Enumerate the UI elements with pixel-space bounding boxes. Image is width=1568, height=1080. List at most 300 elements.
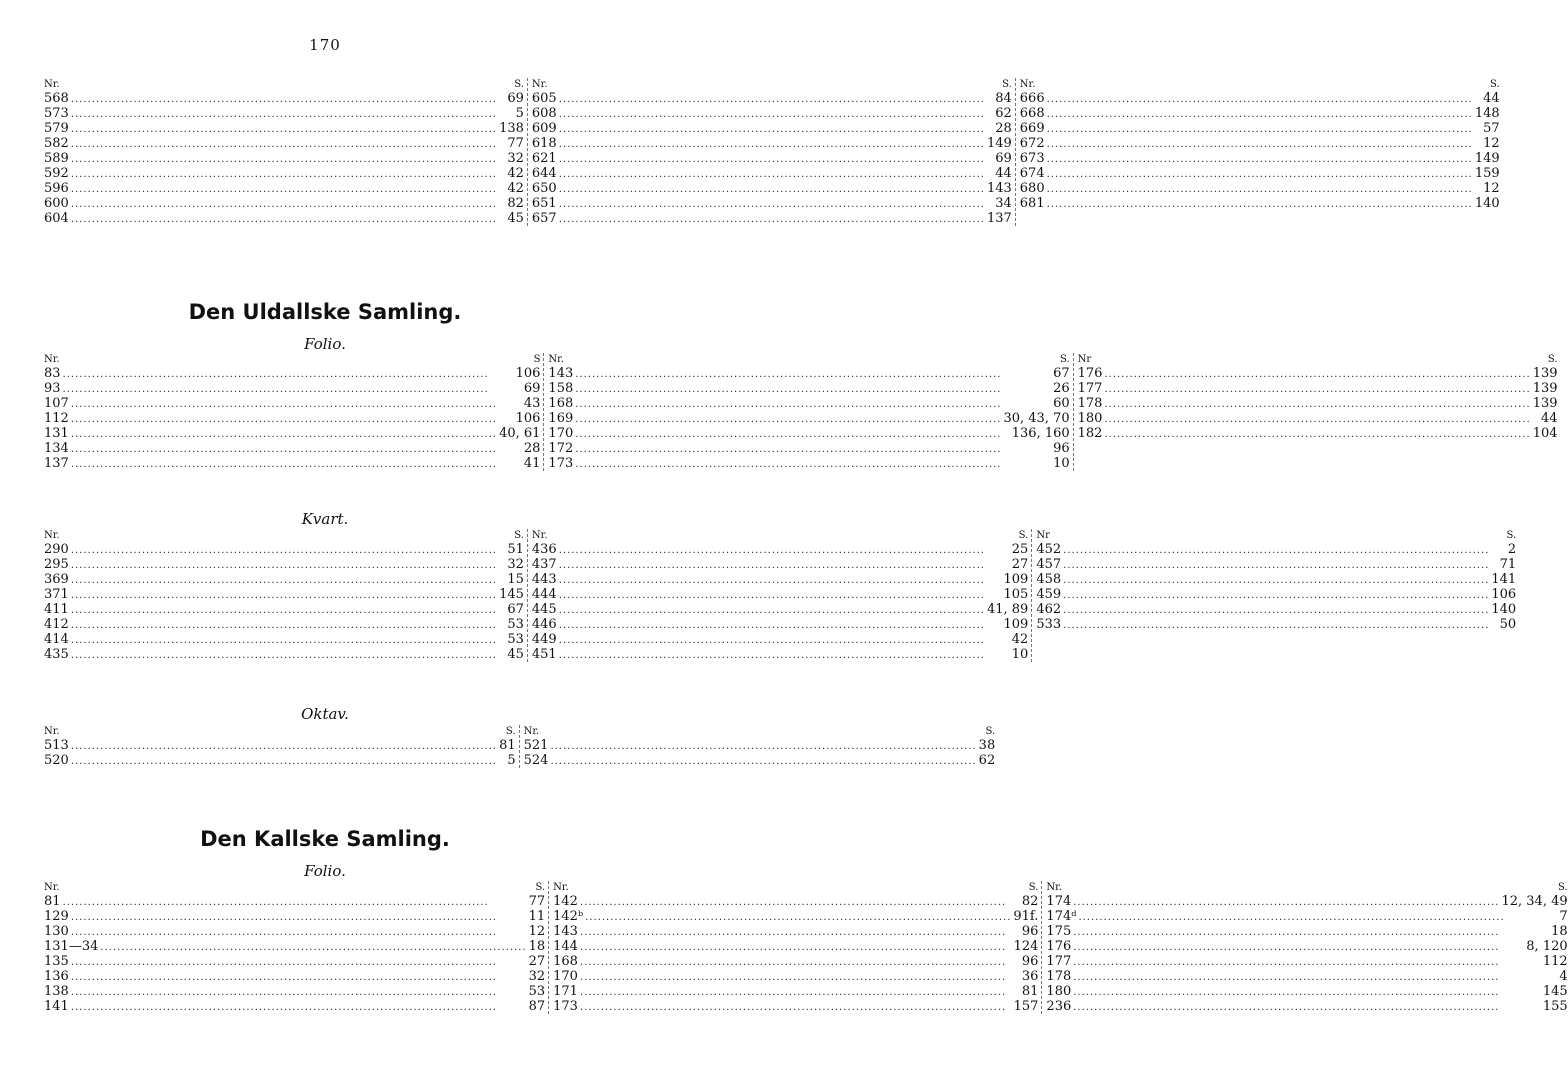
entry-number: 93 bbox=[44, 381, 61, 396]
column-header-nr: Nr. bbox=[1019, 79, 1036, 90]
entry-number: 144 bbox=[553, 939, 578, 954]
dot-leader bbox=[71, 558, 506, 573]
index-column bbox=[44, 725, 519, 768]
column-header bbox=[548, 353, 1069, 366]
entry-page: 71 bbox=[1499, 557, 1517, 572]
dot-leader bbox=[559, 603, 985, 618]
entry-page: 60 bbox=[1053, 396, 1070, 411]
dot-leader bbox=[1073, 895, 1499, 910]
entry-page: 41, 89 bbox=[986, 602, 1029, 617]
entry-page: 112 bbox=[1542, 954, 1568, 969]
column-header-nr: Nr. bbox=[44, 354, 60, 365]
entry-number: 669 bbox=[1019, 121, 1045, 136]
entry-page: 2 bbox=[1507, 542, 1517, 557]
index-entry bbox=[524, 738, 996, 753]
entry-page: 57 bbox=[1483, 121, 1500, 136]
index-entry bbox=[1036, 587, 1516, 602]
dot-leader bbox=[580, 985, 1020, 1000]
column-header bbox=[553, 881, 1038, 894]
index-entry bbox=[44, 426, 540, 441]
index-entry bbox=[44, 738, 516, 753]
column-header-s: S. bbox=[1506, 530, 1517, 541]
entry-page: 77 bbox=[507, 136, 524, 151]
dot-leader bbox=[71, 603, 506, 618]
column-header bbox=[1020, 78, 1500, 91]
entry-page: 140 bbox=[1491, 602, 1517, 617]
entry-page: 155 bbox=[1542, 999, 1568, 1014]
dot-leader bbox=[71, 543, 506, 558]
entry-page: 139 bbox=[1532, 396, 1558, 411]
index-entry bbox=[553, 924, 1038, 939]
index-entry bbox=[44, 366, 540, 381]
index-entry bbox=[1046, 909, 1567, 924]
index-entry bbox=[44, 909, 545, 924]
index-table-uldall-kvart bbox=[44, 529, 1517, 662]
entry-page: 12 bbox=[1483, 181, 1500, 196]
column-header bbox=[532, 529, 1028, 542]
index-entry bbox=[44, 753, 516, 768]
index-entry bbox=[44, 411, 540, 426]
entry-page: 32 bbox=[507, 557, 524, 572]
index-entry bbox=[532, 136, 1012, 151]
entry-number: 513 bbox=[44, 738, 69, 753]
entry-number: 657 bbox=[531, 211, 557, 226]
entry-page: 30, 43, 70 bbox=[1003, 411, 1070, 426]
dot-leader bbox=[559, 543, 1010, 558]
entry-page: 4 bbox=[1559, 969, 1568, 984]
index-entry bbox=[532, 181, 1012, 196]
index-entry bbox=[532, 151, 1012, 166]
entry-number: 446 bbox=[531, 617, 557, 632]
dot-leader bbox=[71, 618, 506, 633]
entry-page: 124 bbox=[1013, 939, 1039, 954]
index-table-uldall-folio bbox=[44, 353, 1558, 471]
column-header-s: S. bbox=[1489, 79, 1500, 90]
entry-page: 28 bbox=[523, 441, 541, 456]
index-entry bbox=[532, 572, 1028, 587]
dot-leader bbox=[559, 588, 1002, 603]
index-entry bbox=[1036, 617, 1516, 632]
column-header bbox=[1046, 881, 1567, 894]
column-header-s: S. bbox=[985, 726, 996, 737]
column-header-s: S bbox=[533, 354, 541, 365]
entry-number: 444 bbox=[531, 587, 557, 602]
index-entry bbox=[44, 196, 524, 211]
index-entry bbox=[44, 999, 545, 1014]
entry-page: 42 bbox=[1011, 632, 1029, 647]
index-entry bbox=[1046, 984, 1567, 999]
entry-page: 41 bbox=[523, 456, 541, 471]
dot-leader bbox=[71, 137, 506, 152]
entry-page: 18 bbox=[528, 939, 546, 954]
index-column bbox=[519, 725, 996, 768]
entry-page: 67 bbox=[1053, 366, 1070, 381]
index-entry bbox=[44, 166, 524, 181]
entry-number: 452 bbox=[1036, 542, 1062, 557]
index-entry bbox=[44, 181, 524, 196]
index-column bbox=[44, 353, 543, 471]
dot-leader bbox=[575, 412, 1001, 427]
column-header-s: S. bbox=[1557, 882, 1568, 893]
entry-number: 568 bbox=[44, 91, 69, 106]
entry-page: 5 bbox=[507, 753, 516, 768]
entry-page: 34 bbox=[995, 196, 1012, 211]
dot-leader bbox=[1104, 367, 1530, 382]
entry-page: 62 bbox=[995, 106, 1012, 121]
index-entry bbox=[1020, 91, 1500, 106]
entry-page: 148 bbox=[1474, 106, 1500, 121]
dot-leader bbox=[559, 618, 1002, 633]
dot-leader bbox=[575, 397, 1051, 412]
entry-number: 459 bbox=[1036, 587, 1062, 602]
index-entry bbox=[532, 91, 1012, 106]
dot-leader bbox=[71, 107, 514, 122]
index-table-top bbox=[44, 78, 1500, 226]
entry-number: 290 bbox=[44, 542, 69, 557]
index-entry bbox=[548, 426, 1069, 441]
index-entry bbox=[1078, 396, 1558, 411]
column-header bbox=[44, 529, 524, 542]
index-entry bbox=[553, 939, 1038, 954]
entry-page: 96 bbox=[1021, 954, 1039, 969]
entry-page: 96 bbox=[1021, 924, 1039, 939]
dot-leader bbox=[71, 739, 497, 754]
entry-page: 50 bbox=[1499, 617, 1517, 632]
dot-leader bbox=[1063, 543, 1506, 558]
index-entry bbox=[524, 753, 996, 768]
column-header-nr: Nr bbox=[1036, 530, 1050, 541]
entry-page: 159 bbox=[1474, 166, 1500, 181]
index-entry bbox=[548, 381, 1069, 396]
entry-page: 38 bbox=[978, 738, 996, 753]
index-entry bbox=[44, 211, 524, 226]
dot-leader bbox=[559, 573, 1002, 588]
index-entry bbox=[1036, 557, 1516, 572]
index-entry bbox=[548, 441, 1069, 456]
entry-page: 53 bbox=[507, 617, 524, 632]
column-header-s: S. bbox=[1002, 79, 1012, 90]
dot-leader bbox=[1073, 955, 1541, 970]
entry-number: 604 bbox=[44, 211, 69, 226]
entry-page: 10 bbox=[1011, 647, 1029, 662]
index-entry bbox=[1036, 602, 1516, 617]
dot-leader bbox=[575, 442, 1051, 457]
entry-number: 435 bbox=[44, 647, 69, 662]
dot-leader bbox=[1073, 940, 1524, 955]
entry-number: 668 bbox=[1019, 106, 1045, 121]
index-entry bbox=[1020, 136, 1500, 151]
index-entry bbox=[1020, 196, 1500, 211]
column-header-s: S. bbox=[535, 882, 546, 893]
dot-leader bbox=[1047, 107, 1473, 122]
index-entry bbox=[1036, 542, 1516, 557]
entry-page: 139 bbox=[1532, 381, 1558, 396]
dot-leader bbox=[559, 167, 994, 182]
entry-page: 109 bbox=[1003, 572, 1029, 587]
index-entry bbox=[548, 456, 1069, 471]
column-header bbox=[532, 78, 1012, 91]
dot-leader bbox=[71, 412, 514, 427]
column-header-nr: Nr. bbox=[44, 79, 60, 90]
dot-leader bbox=[1073, 970, 1557, 985]
entry-number: 142ᵇ bbox=[553, 909, 584, 924]
entry-page: 143 bbox=[986, 181, 1012, 196]
dot-leader bbox=[559, 122, 994, 137]
index-entry bbox=[1020, 181, 1500, 196]
dot-leader bbox=[100, 940, 526, 955]
entry-page: 81 bbox=[499, 738, 516, 753]
index-column bbox=[44, 881, 548, 1014]
index-entry bbox=[44, 572, 524, 587]
index-entry bbox=[44, 441, 540, 456]
dot-leader bbox=[71, 167, 506, 182]
index-entry bbox=[44, 557, 524, 572]
entry-number: 131 bbox=[44, 426, 69, 441]
entry-number: 533 bbox=[1036, 617, 1062, 632]
entry-number: 605 bbox=[531, 91, 557, 106]
entry-number: 180 bbox=[1046, 984, 1072, 999]
index-entry bbox=[1020, 121, 1500, 136]
entry-page: 106 bbox=[515, 366, 541, 381]
dot-leader bbox=[71, 754, 506, 769]
entry-number: 170 bbox=[553, 969, 578, 984]
dot-leader bbox=[71, 648, 506, 663]
index-entry bbox=[1078, 426, 1558, 441]
entry-number: 651 bbox=[531, 196, 557, 211]
dot-leader bbox=[580, 955, 1020, 970]
entry-number: 171 bbox=[553, 984, 578, 999]
dot-leader bbox=[1047, 152, 1473, 167]
index-entry bbox=[553, 969, 1038, 984]
entry-page: 12 bbox=[1483, 136, 1500, 151]
dot-leader bbox=[1073, 925, 1549, 940]
index-column bbox=[1031, 529, 1516, 662]
entry-page: 106 bbox=[515, 411, 541, 426]
index-column bbox=[527, 529, 1031, 662]
entry-number: 143 bbox=[553, 924, 578, 939]
dot-leader bbox=[71, 122, 497, 137]
entry-number: 83 bbox=[44, 366, 61, 381]
entry-number: 412 bbox=[44, 617, 69, 632]
index-column bbox=[527, 78, 1015, 226]
dot-leader bbox=[63, 367, 514, 382]
entry-number: 142 bbox=[553, 894, 578, 909]
dot-leader bbox=[559, 182, 985, 197]
entry-number: 143 bbox=[548, 366, 574, 381]
column-header-nr: Nr. bbox=[531, 79, 548, 90]
entry-number: 681 bbox=[1019, 196, 1045, 211]
index-entry bbox=[553, 894, 1038, 909]
dot-leader bbox=[71, 588, 497, 603]
entry-page: 69 bbox=[995, 151, 1012, 166]
entry-number: 582 bbox=[44, 136, 69, 151]
index-entry bbox=[553, 909, 1038, 924]
column-header-nr: Nr bbox=[1077, 354, 1092, 365]
entry-page: 106 bbox=[1491, 587, 1517, 602]
dot-leader bbox=[71, 573, 506, 588]
entry-number: 521 bbox=[523, 738, 549, 753]
entry-page: 10 bbox=[1053, 456, 1070, 471]
entry-page: 77 bbox=[528, 894, 546, 909]
entry-number: 573 bbox=[44, 106, 69, 121]
index-entry bbox=[1020, 166, 1500, 181]
entry-number: 674 bbox=[1019, 166, 1045, 181]
index-column bbox=[548, 881, 1041, 1014]
entry-number: 445 bbox=[531, 602, 557, 617]
entry-page: 105 bbox=[1003, 587, 1029, 602]
entry-number: 618 bbox=[531, 136, 557, 151]
dot-leader bbox=[71, 955, 527, 970]
dot-leader bbox=[1073, 1000, 1541, 1015]
column-header bbox=[1078, 353, 1558, 366]
entry-number: 176 bbox=[1077, 366, 1103, 381]
entry-number: 134 bbox=[44, 441, 69, 456]
dot-leader bbox=[559, 107, 994, 122]
entry-number: 177 bbox=[1046, 954, 1072, 969]
entry-page: 87 bbox=[528, 999, 546, 1014]
entry-number: 130 bbox=[44, 924, 69, 939]
section-title-kall: Den Kallske Samling. bbox=[200, 827, 450, 851]
index-entry bbox=[532, 542, 1028, 557]
index-entry bbox=[1078, 381, 1558, 396]
dot-leader bbox=[71, 970, 527, 985]
column-header-nr: Nr. bbox=[531, 530, 548, 541]
section-title-uldall: Den Uldallske Samling. bbox=[188, 300, 462, 324]
column-header bbox=[44, 78, 524, 91]
dot-leader bbox=[71, 427, 497, 442]
dot-leader bbox=[550, 754, 976, 769]
entry-number: 168 bbox=[553, 954, 578, 969]
entry-page: 26 bbox=[1053, 381, 1070, 396]
entry-number: 589 bbox=[44, 151, 69, 166]
dot-leader bbox=[1047, 167, 1473, 182]
index-entry bbox=[532, 121, 1012, 136]
entry-number: 596 bbox=[44, 181, 69, 196]
entry-number: 175 bbox=[1046, 924, 1072, 939]
column-header bbox=[524, 725, 996, 738]
entry-number: 579 bbox=[44, 121, 69, 136]
dot-leader bbox=[580, 1000, 1012, 1015]
dot-leader bbox=[1047, 197, 1473, 212]
index-entry bbox=[44, 954, 545, 969]
entry-number: 178 bbox=[1046, 969, 1072, 984]
index-entry bbox=[44, 542, 524, 557]
entry-page: 69 bbox=[523, 381, 541, 396]
index-entry bbox=[44, 939, 545, 954]
column-header-nr: Nr. bbox=[548, 354, 565, 365]
column-header-nr: Nr. bbox=[44, 726, 60, 737]
column-header-s: S. bbox=[1028, 882, 1039, 893]
dot-leader bbox=[71, 1000, 527, 1015]
entry-page: 28 bbox=[995, 121, 1012, 136]
entry-page: 67 bbox=[507, 602, 524, 617]
dot-leader bbox=[71, 633, 506, 648]
dot-leader bbox=[559, 648, 1010, 663]
entry-page: 43 bbox=[523, 396, 541, 411]
column-header-s: S. bbox=[1018, 530, 1029, 541]
entry-page: 81 bbox=[1021, 984, 1039, 999]
dot-leader bbox=[1078, 910, 1557, 925]
entry-number: 437 bbox=[531, 557, 557, 572]
entry-number: 451 bbox=[531, 647, 557, 662]
entry-page: 149 bbox=[1474, 151, 1500, 166]
entry-number: 650 bbox=[531, 181, 557, 196]
dot-leader bbox=[1063, 603, 1489, 618]
dot-leader bbox=[71, 442, 522, 457]
entry-number: 182 bbox=[1077, 426, 1103, 441]
entry-page: 12, 34, 49 bbox=[1501, 894, 1568, 909]
entry-number: 449 bbox=[531, 632, 557, 647]
dot-leader bbox=[71, 182, 506, 197]
entry-page: 138 bbox=[499, 121, 524, 136]
dot-leader bbox=[575, 382, 1051, 397]
page-number: 170 bbox=[309, 36, 341, 54]
index-entry bbox=[532, 106, 1012, 121]
entry-page: 82 bbox=[1021, 894, 1039, 909]
entry-number: 621 bbox=[531, 151, 557, 166]
dot-leader bbox=[559, 633, 1010, 648]
entry-page: 44 bbox=[995, 166, 1012, 181]
index-entry bbox=[548, 396, 1069, 411]
entry-page: 18 bbox=[1551, 924, 1568, 939]
entry-page: 62 bbox=[978, 753, 996, 768]
dot-leader bbox=[1073, 985, 1541, 1000]
dot-leader bbox=[1047, 182, 1482, 197]
entry-page: 36 bbox=[1021, 969, 1039, 984]
column-header bbox=[44, 725, 516, 738]
entry-number: 141 bbox=[44, 999, 69, 1014]
entry-number: 436 bbox=[531, 542, 557, 557]
entry-number: 609 bbox=[531, 121, 557, 136]
dot-leader bbox=[1063, 588, 1489, 603]
index-entry bbox=[1046, 939, 1567, 954]
dot-leader bbox=[559, 137, 985, 152]
entry-page: 5 bbox=[515, 106, 524, 121]
entry-number: 136 bbox=[44, 969, 69, 984]
dot-leader bbox=[559, 152, 994, 167]
entry-page: 91f. bbox=[1013, 909, 1039, 924]
entry-number: 673 bbox=[1019, 151, 1045, 166]
column-header-nr: Nr. bbox=[523, 726, 540, 737]
entry-page: 32 bbox=[507, 151, 524, 166]
entry-page: 27 bbox=[528, 954, 546, 969]
entry-page: 84 bbox=[995, 91, 1012, 106]
column-header-s: S. bbox=[514, 79, 524, 90]
subsection-title-kall-folio: Folio. bbox=[304, 862, 346, 880]
entry-page: 45 bbox=[507, 211, 524, 226]
entry-number: 170 bbox=[548, 426, 574, 441]
entry-page: 149 bbox=[986, 136, 1012, 151]
entry-number: 672 bbox=[1019, 136, 1045, 151]
index-entry bbox=[532, 647, 1028, 662]
entry-page: 8, 120 bbox=[1526, 939, 1568, 954]
index-entry bbox=[44, 602, 524, 617]
dot-leader bbox=[71, 457, 522, 472]
index-entry bbox=[44, 121, 524, 136]
index-entry bbox=[1020, 151, 1500, 166]
entry-number: 174ᵈ bbox=[1046, 909, 1077, 924]
index-entry bbox=[1046, 924, 1567, 939]
entry-page: 145 bbox=[499, 587, 524, 602]
index-entry bbox=[1020, 106, 1500, 121]
dot-leader bbox=[550, 739, 976, 754]
entry-number: 176 bbox=[1046, 939, 1072, 954]
index-entry bbox=[44, 632, 524, 647]
dot-leader bbox=[1047, 122, 1482, 137]
column-header-nr: Nr. bbox=[44, 882, 60, 893]
index-table-kall-folio bbox=[44, 881, 1568, 1014]
entry-page: 15 bbox=[507, 572, 524, 587]
